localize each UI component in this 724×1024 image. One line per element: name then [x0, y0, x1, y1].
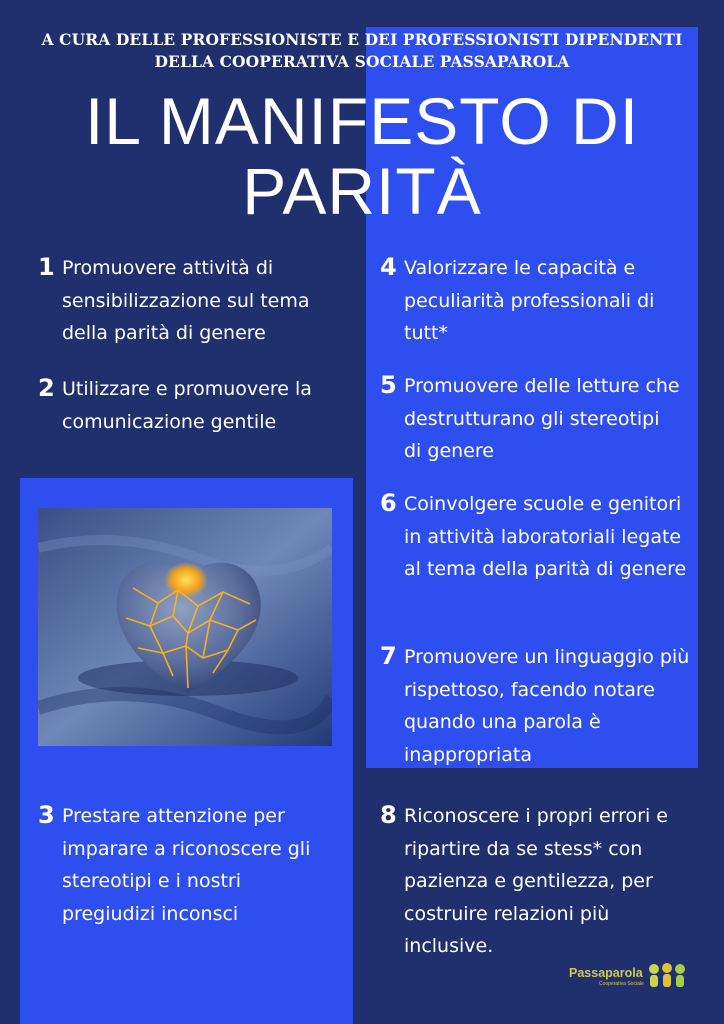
item-number: 1 [38, 253, 55, 281]
header-note [0, 29, 724, 73]
item-number: 3 [38, 801, 55, 829]
header-note-line-2: DELLA COOPERATIVA SOCIALE PASSAPAROLA [154, 52, 570, 71]
manifesto-item-4 [380, 252, 695, 350]
item-number: 8 [380, 801, 397, 829]
item-number: 4 [380, 253, 397, 281]
header-note-line-1: A CURA DELLE PROFESSIONISTE E DEI PROFESSIONISTI DIPENDENTI [41, 30, 683, 49]
manifesto-item-5 [380, 370, 680, 468]
manifesto-item-7 [380, 641, 695, 771]
manifesto-item-1 [38, 252, 348, 350]
item-text: Riconoscere i propri errori e ripartire da se stess* con pazienza e gentilezza, per costruire relazioni più inclusive. [404, 805, 668, 957]
manifesto-item-8 [380, 800, 695, 963]
item-number: 6 [380, 489, 397, 517]
cracked-heart-glowing-image [38, 508, 332, 746]
passaparola-logo [569, 961, 689, 993]
cracked-heart-image [38, 508, 332, 746]
item-text: Coinvolgere scuole e genitori in attività laboratoriali legate al tema della parità di genere [404, 493, 687, 580]
title-line-1: IL MANIFESTO DI [84, 84, 640, 158]
manifesto-item-2 [38, 373, 348, 438]
item-number: 2 [38, 374, 55, 402]
item-text: Prestare attenzione per imparare a riconoscere gli stereotipi e i nostri pregiudizi inconsci [62, 805, 311, 925]
page-title [0, 86, 724, 226]
item-text: Utilizzare e promuovere la comunicazione gentile [62, 378, 312, 433]
item-text: Promuovere attività di sensibilizzazione sul tema della parità di genere [62, 257, 310, 344]
kids-logo-icon [647, 961, 687, 991]
item-text: Valorizzare le capacità e peculiarità professionali di tutt* [404, 257, 655, 344]
item-number: 5 [380, 371, 397, 399]
manifesto-item-3 [38, 800, 328, 930]
item-number: 7 [380, 642, 397, 670]
logo-subtitle: Cooperativa Sociale [599, 981, 644, 987]
title-line-2: PARITÀ [242, 154, 482, 228]
logo-name: Passaparola [569, 966, 643, 980]
item-text: Promuovere delle letture che destrutturano gli stereotipi di genere [404, 375, 680, 462]
item-text: Promuovere un linguaggio più rispettoso, facendo notare quando una parola è inappropriata [404, 646, 690, 766]
manifesto-item-6 [380, 488, 695, 586]
